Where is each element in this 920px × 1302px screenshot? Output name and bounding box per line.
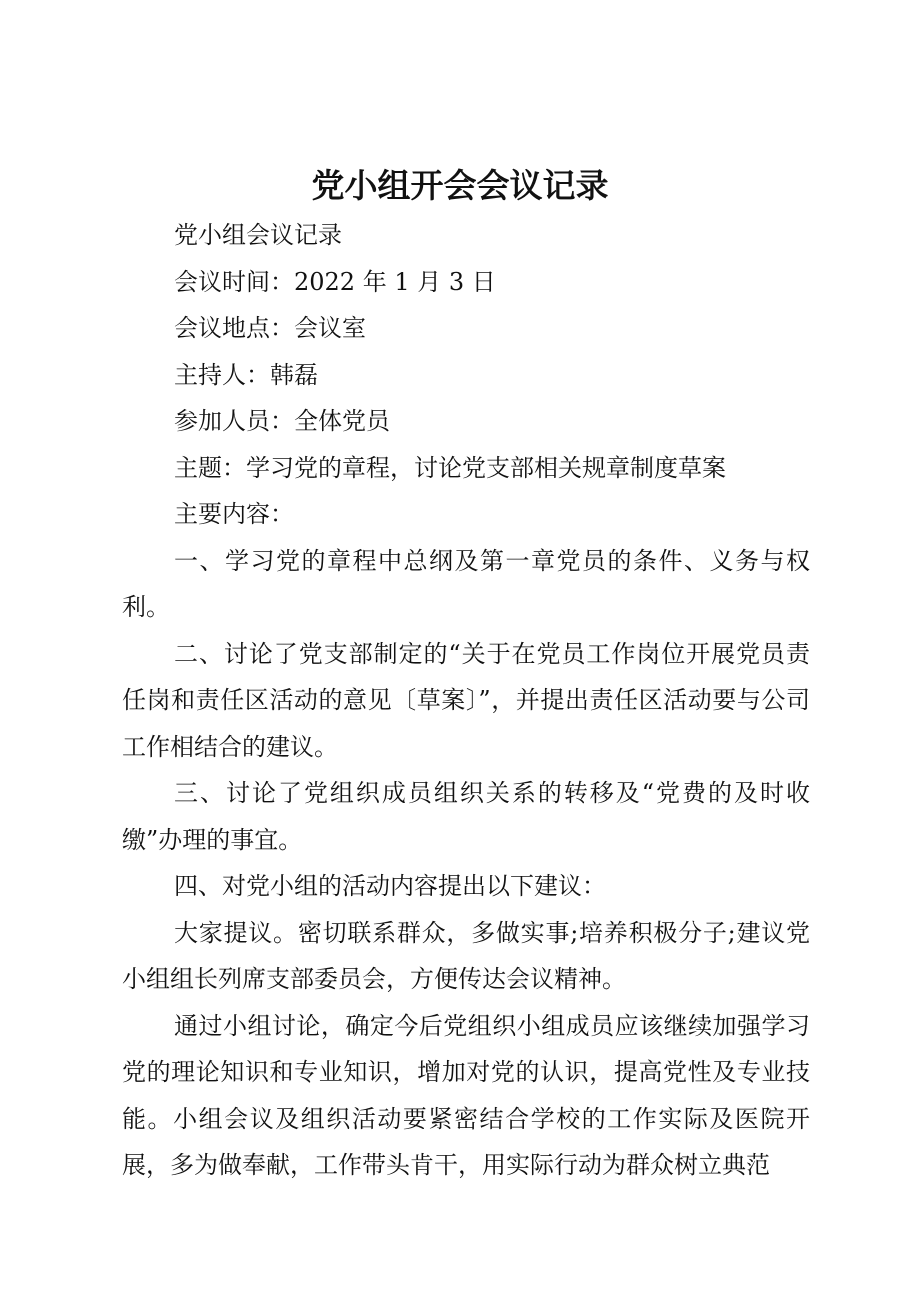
meeting-time: 会议时间：2022 年 1 月 3 日 [174,267,496,296]
content-item-4: 四、对党小组的活动内容提出以下建议： [174,872,606,900]
content-item-2: 二、讨论了党支部制定的“关于在党员工作岗位开展党员责任岗和责任区活动的意见〔草案〕”，并提出责任区活动要与公司工作相结合的建议。 [122,639,810,761]
subtitle: 党小组会议记录 [174,221,342,249]
meeting-host: 主持人：韩磊 [174,360,318,389]
content-item-3: 三、讨论了党组织成员组织关系的转移及“党费的及时收缴”办理的事宜。 [122,779,810,854]
meeting-attendees: 参加人员：全体党员 [174,407,390,435]
meeting-place: 会议地点：会议室 [174,314,366,342]
document-title: 党小组开会会议记录 [311,166,609,205]
meeting-topic: 主题：学习党的章程，讨论党支部相关规章制度草案 [174,453,726,482]
main-content-label: 主要内容： [174,500,294,528]
document-body [122,212,810,1189]
suggestions-paragraph: 大家提议。密切联系群众，多做实事;培养积极分子;建议党小组组长列席支部委员会，方便传达会议精神。 [122,918,810,993]
content-item-1: 一、学习党的章程中总纲及第一章党员的条件、义务与权利。 [122,546,810,621]
conclusion-paragraph: 通过小组讨论，确定今后党组织小组成员应该继续加强学习党的理论知识和专业知识，增加对党的认识，提高党性及专业技能。小组会议及组织活动要紧密结合学校的工作实际及医院开展，多为做奉献，工作带头肯干，用实际行动为群众树立典范 [122,1011,810,1179]
